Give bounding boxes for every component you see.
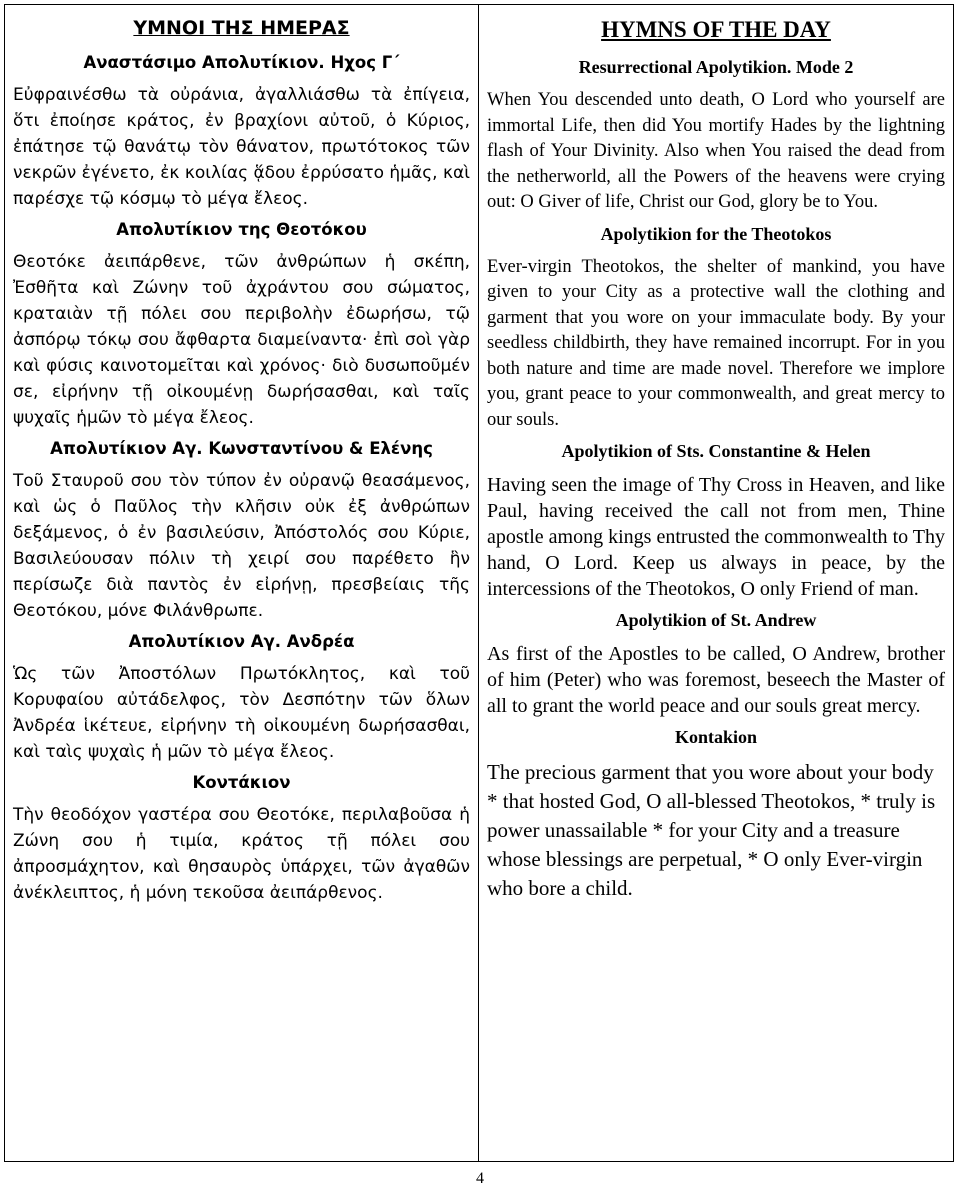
greek-heading-resurrectional: Αναστάσιμο Απολυτίκιον. Ηχος Γ΄ bbox=[83, 53, 400, 72]
greek-heading-theotokos: Απολυτίκιον της Θεοτόκου bbox=[116, 220, 367, 239]
greek-column bbox=[5, 5, 479, 1161]
english-title: HYMNS OF THE DAY bbox=[601, 17, 831, 42]
english-text-resurrectional: When You descended unto death, O Lord who yourself are immortal Life, then did You mortify Hades by the lightning flash of Your Divinity. Also when You raised the dead from the netherworld, all the Powers of the heavens were crying out: O Giver of life, Christ our God, glory be to You. bbox=[487, 90, 945, 212]
english-heading-constantine-helen: Apolytikion of Sts. Constantine & Helen bbox=[561, 441, 871, 461]
english-text-andrew: As first of the Apostles to be called, O Andrew, brother of him (Peter) who was foremost, beseech the Master of all to grant the world peace and our souls great mercy. bbox=[487, 643, 945, 717]
greek-heading-kontakion: Κοντάκιον bbox=[192, 773, 291, 792]
english-heading-kontakion: Kontakion bbox=[674, 727, 758, 747]
page-frame bbox=[4, 4, 954, 1162]
english-heading-theotokos: Apolytikion for the Theotokos bbox=[600, 223, 832, 244]
english-text-kontakion: The precious garment that you wore about your body * that hosted God, O all-blessed Theotokos, * truly is power unassailable * for your City and a treasure whose blessings are perpetual, * O only Ever-virgin who bore a child. bbox=[487, 760, 936, 900]
greek-text-theotokos: Θεοτόκε ἀειπάρθενε, τῶν ἀνθρώπων ἡ σκέπη, Ἐσθῆτα καὶ Ζώνην τοῦ ἀχράντου σου σώματος, κραταιὰν τῇ πόλει σου περιβολὴν ἐδωρήσω, τῷ ἀσπόρῳ τόκῳ σου ἄφθαρτα διαμείναντα· ἐπὶ σοὶ γὰρ καὶ φύσις καινοτομεῖται καὶ χρόνος· διὸ δυσωποῦμέν σε, εἰρήνην τῇ οἰκουμένῃ δωρήσασθαι, καὶ ταῖς ψυχαῖς ἡμῶν τὸ μέγα ἔλεος. bbox=[13, 252, 470, 428]
greek-heading-constantine-helen: Απολυτίκιον Αγ. Κωνσταντίνου & Ελένης bbox=[50, 439, 433, 458]
english-heading-andrew: Apolytikion of St. Andrew bbox=[615, 610, 817, 630]
greek-text-constantine-helen: Τοῦ Σταυροῦ σου τὸν τύπον ἐν οὐρανῷ θεασάμενος, καὶ ὡς ὁ Παῦλος τὴν κλῆσιν οὐκ ἐξ ἀνθρώπων δεξάμενος, ὁ ἐν βασιλεύσιν, Ἀπόστολός σου Κύριε, Βασιλεύουσαν πόλιν τὴ χειρί σου παρέθετο ἣν περίσωζε διὰ παντὸς ἐν εἰρήνῃ, πρεσβείαις τῆς Θεοτόκου, μόνε Φιλάνθρωπε. bbox=[13, 471, 470, 621]
english-heading-resurrectional: Resurrectional Apolytikion. Mode 2 bbox=[578, 57, 854, 77]
english-text-theotokos: Ever-virgin Theotokos, the shelter of mankind, you have given to your City as a protective wall the clothing and garment that you wore on your immaculate body. By your seedless childbirth, they have remained incorrupt. For in you both nature and time are made novel. Therefore we implore you, grant peace to your commonwealth, and great mercy to our souls. bbox=[487, 256, 945, 430]
english-text-constantine-helen: Having seen the image of Thy Cross in Heaven, and like Paul, having received the call not from men, Thine apostle among kings entrusted the commonwealth to Thy hand, O Lord. Keep us always in peace, by the intercessions of the Theotokos, O only Friend of man. bbox=[487, 474, 945, 600]
greek-text-kontakion: Τὴν θεοδόχον γαστέρα σου Θεοτόκε, περιλαβοῦσα ἡ Ζώνη σου ἡ τιμία, κράτος τῇ πόλει σου ἀπροσμάχητον, καὶ θησαυρὸς ὑπάρχει, τῶν ἀγαθῶν ἀνέκλειπτος, ἡ μόνη τεκοῦσα ἀειπάρθενος. bbox=[13, 805, 470, 903]
greek-heading-andrew: Απολυτίκιον Αγ. Ανδρέα bbox=[128, 632, 355, 651]
page-number: 4 bbox=[476, 1170, 484, 1187]
english-column bbox=[479, 5, 953, 1161]
greek-text-resurrectional: Εὐφραινέσθω τὰ οὐράνια, ἀγαλλιάσθω τὰ ἐπίγεια, ὅτι ἐποίησε κράτος, ἐν βραχίονι αὐτοῦ, ὁ Κύριος, ἐπάτησε τῷ θανάτῳ τὸν θάνατον, πρωτότοκος τῶν νεκρῶν ἐγένετο, ἐκ κοιλίας ᾅδου ἐρρύσατο ἡμᾶς, καὶ παρέσχε τῷ κόσμῳ τὸ μέγα ἔλεος. bbox=[13, 85, 470, 209]
greek-text-andrew: Ὡς τῶν Ἀποστόλων Πρωτόκλητος, καὶ τοῦ Κορυφαίου αὐτάδελφος, τὸν Δεσπότην τῶν ὅλων Ἀνδρέα ἱκέτευε, εἰρήνην τὴ οἰκουμένη δωρήσασθαι, καὶ ταὶς ψυχαὶς ἡ μῶν τὸ μέγα ἔλεος. bbox=[13, 664, 470, 762]
greek-title: ΥΜΝΟΙ ΤΗΣ ΗΜΕΡΑΣ bbox=[133, 17, 350, 39]
